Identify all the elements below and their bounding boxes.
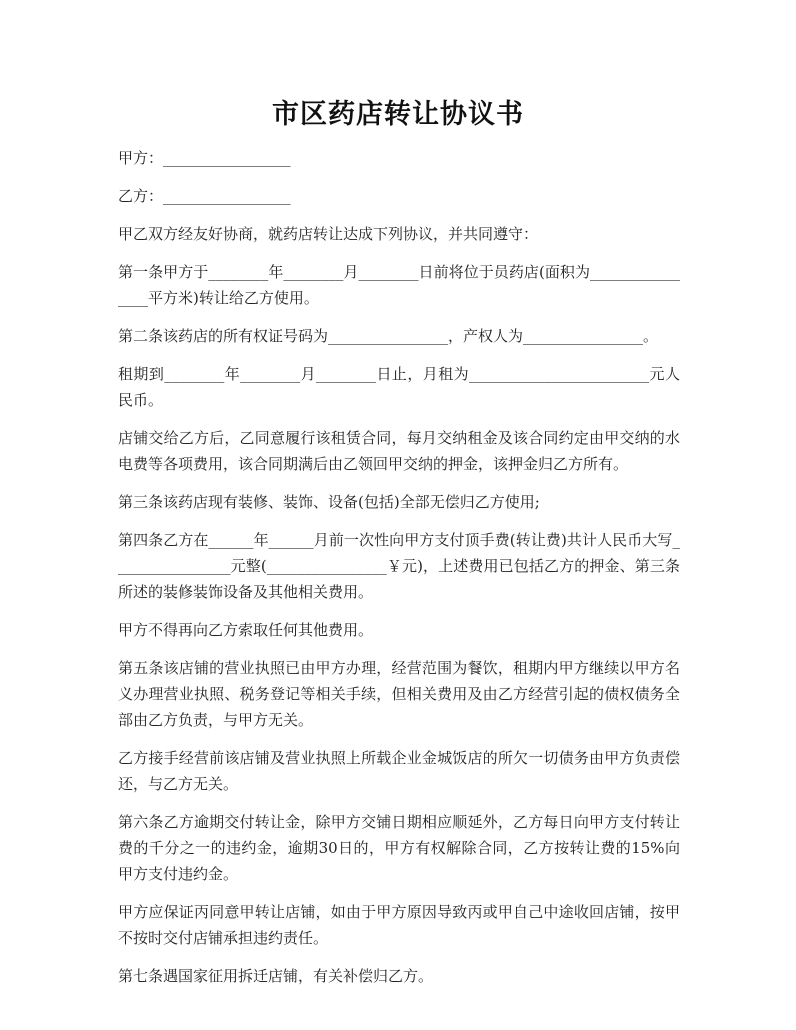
article-4-paragraph: 第四条乙方在______年______月前一次性向甲方支付顶手费(转让费)共计人民币大写________________元整(________________￥元)，上述费用已包括乙方的押金、第三条所述的装修装饰设备及其他相关费用。: [118, 531, 680, 601]
handover-paragraph: 店铺交给乙方后，乙同意履行该租赁合同，每月交纳租金及该合同约定由甲交纳的水电费等各项费用，该合同期满后由乙领回甲交纳的押金，该押金归乙方所有。: [118, 429, 680, 473]
guarantee-paragraph: 甲方应保证丙同意甲转让店铺，如由于甲方原因导致丙或甲自己中途收回店铺，按甲不按时交付店铺承担违约责任。: [118, 903, 680, 947]
party-a-line: 甲方：_________________: [118, 149, 291, 167]
intro-paragraph: 甲乙双方经友好协商，就药店转让达成下列协议，并共同遵守：: [118, 225, 539, 243]
no-other-fees-paragraph: 甲方不得再向乙方索取任何其他费用。: [118, 621, 374, 639]
article-2-paragraph: 第二条该药店的所有权证号码为________________，产权人为________________。: [118, 327, 659, 345]
article-1-paragraph: 第一条甲方于________年________月________日前将位于员药店(面积为________________平方米)转让给乙方使用。: [118, 263, 680, 307]
document-body: [118, 145, 680, 1001]
prior-debts-paragraph: 乙方接手经营前该店铺及营业执照上所载企业金城饭店的所欠一切债务由甲方负责偿还，与乙方无关。: [118, 749, 680, 793]
party-b-line: 乙方：_________________: [118, 187, 291, 205]
article-7-paragraph: 第七条遇国家征用拆迁店铺，有关补偿归乙方。: [118, 967, 434, 985]
article-3-paragraph: 第三条该药店现有装修、装饰、设备(包括)全部无偿归乙方使用;: [118, 493, 540, 511]
article-5-paragraph: 第五条该店铺的营业执照已由甲方办理，经营范围为餐饮，租期内甲方继续以甲方名义办理营业执照、税务登记等相关手续，但相关费用及由乙方经营引起的债权债务全部由乙方负责，与甲方无关。: [118, 659, 680, 729]
article-6-paragraph: 第六条乙方逾期交付转让金，除甲方交铺日期相应顺延外，乙方每日向甲方支付转让费的千分之一的违约金，逾期30日的，甲方有权解除合同，乙方按转让费的15%向甲方支付违约金。: [118, 813, 680, 883]
lease-term-paragraph: 租期到________年________月________日止，月租为________________________元人民币。: [118, 365, 680, 409]
document-title: 市区药店转让协议书: [272, 99, 524, 130]
